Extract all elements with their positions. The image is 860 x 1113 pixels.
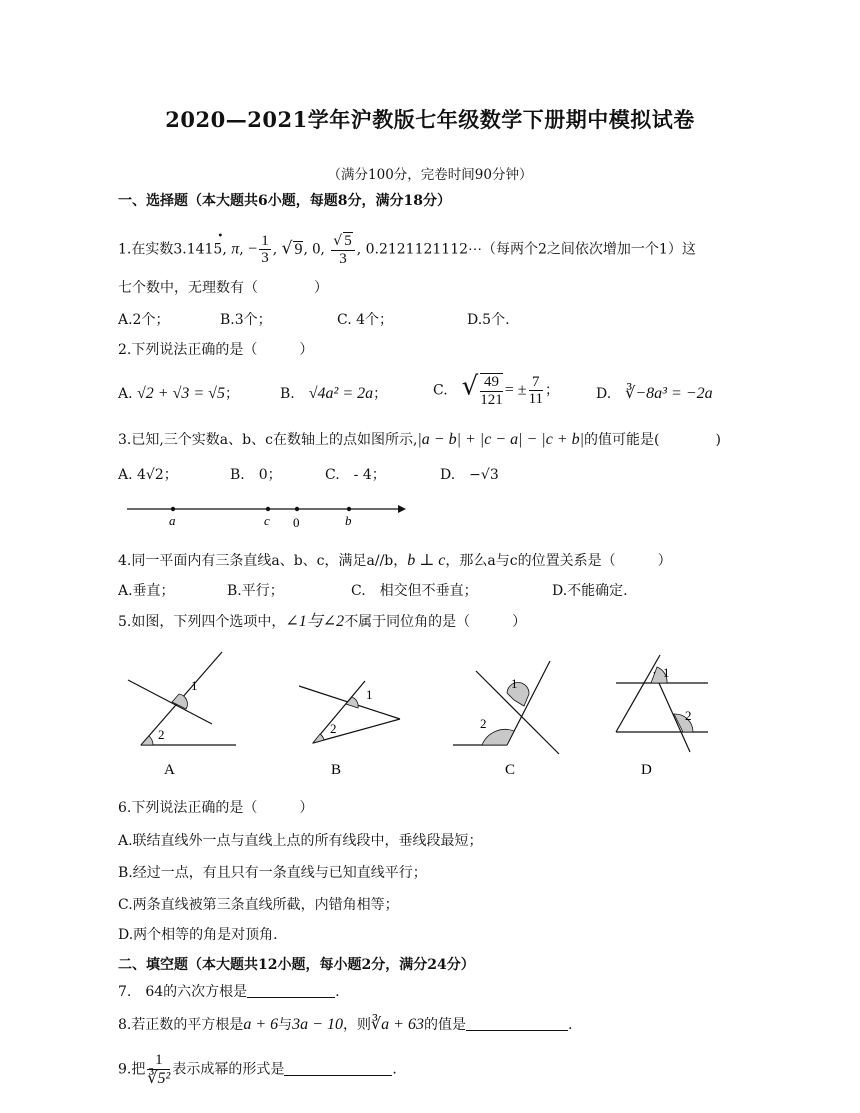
- label-a: a: [169, 513, 176, 528]
- question-9: 9.把 $\frac{1}{\text{∛5²}}$ 表示成幂的形式是 .: [118, 1052, 397, 1087]
- figure-d: [616, 655, 708, 752]
- q1-option-a: A.2个；: [118, 312, 170, 328]
- q9-answer-blank: [284, 1075, 392, 1076]
- q1-fraction-sqrt5-3: $\frac{√ 5}{3}$: [331, 232, 354, 267]
- figure-c-label: C: [505, 762, 516, 778]
- q3-option-c: C. - 4；: [325, 467, 386, 483]
- label-c: c: [264, 513, 270, 528]
- svg-text:1: 1: [366, 687, 373, 702]
- exam-subtitle: （满分100分，完卷时间90分钟）: [327, 167, 533, 183]
- svg-text:2: 2: [685, 708, 692, 723]
- q3-option-b: B. 0；: [230, 467, 282, 483]
- label-b: b: [345, 513, 352, 528]
- question-1-line-2: 七个数中，无理数有（ ）: [118, 280, 328, 296]
- q9-denominator: ∛5²: [147, 1069, 171, 1087]
- svg-text:2: 2: [480, 716, 487, 731]
- q3-option-a: A. 4√2；: [118, 467, 178, 483]
- q3-option-d: D. −√3: [440, 467, 499, 483]
- q8-answer-blank: [466, 1030, 568, 1031]
- figure-d-label: D: [641, 762, 652, 778]
- q1-tail: 0.2121121112⋯（每两个2之间依次增加一个1）这: [365, 241, 696, 258]
- q1-pi: π: [231, 240, 240, 258]
- svg-text:2: 2: [158, 727, 165, 742]
- question-5-stem: 5.如图，下列四个选项中，∠1与∠2不属于同位角的是（ ）: [118, 613, 527, 630]
- section-heading-fill: 二、填空题（本大题共12小题，每小题2分，满分24分）: [118, 957, 475, 973]
- svg-text:2: 2: [330, 721, 337, 736]
- q4-option-b: B.平行；: [227, 583, 284, 599]
- figure-a-label: A: [164, 762, 175, 778]
- question-4-stem: 4.同一平面内有三条直线a、b、c，满足a//b，b ⊥ c，那么a与c的位置关系是（ ）: [118, 552, 672, 569]
- question-7: 7. 64的六次方根是 .: [118, 984, 340, 1000]
- question-6-stem: 6.下列说法正确的是（ ）: [118, 800, 314, 816]
- exam-title: 2020—2021学年沪教版七年级数学下册期中模拟试卷: [165, 107, 695, 132]
- q1-sqrt9: 9: [294, 240, 303, 258]
- question-3-stem: 3.已知,三个实数a、b、c在数轴上的点如图所示,|a − b| + |c − a| − |c + b|的值可能是( ): [118, 431, 721, 448]
- q6-option-c: C.两条直线被第三条直线所截，内错角相等；: [118, 897, 399, 913]
- q1-zero: 0: [312, 240, 321, 258]
- label-zero: 0: [293, 515, 300, 530]
- q6-option-a: A.联结直线外一点与直线上点的所有线段中，垂线段最短；: [118, 833, 483, 849]
- q4-option-c: C. 相交但不垂直；: [351, 583, 478, 599]
- svg-text:1: 1: [663, 665, 670, 680]
- figure-b: [299, 681, 400, 743]
- q2-option-d: D. ∛−8a³ = −2a: [596, 385, 713, 402]
- q4-math: b ⊥ c: [407, 552, 446, 569]
- q2-option-a: A. √2 + √3 = √5；: [118, 385, 239, 402]
- q7-answer-blank: [247, 997, 335, 998]
- figure-b-label: B: [331, 762, 342, 778]
- q4-option-a: A.垂直；: [118, 583, 175, 599]
- q1-option-b: B.3个；: [220, 312, 272, 328]
- question-1-line-1: 1.在实数3.1415 • , π, − $\frac{1}{3}$ , √ 9, 0, $\frac{√ 5}{3}$ , 0.2121121112⋯（每两个2之间依次增加一个1）这: [118, 230, 696, 267]
- svg-text:1: 1: [191, 678, 198, 693]
- question-8: 8.若正数的平方根是a + 6与3a − 10，则∛a + 63的值是 .: [118, 1016, 573, 1033]
- q2-b-expr: √4a² = 2a: [308, 385, 374, 402]
- question-2-stem: 2.下列说法正确的是（ ）: [118, 342, 314, 358]
- q1-neg: −: [248, 240, 258, 258]
- q2-option-c: C. √ $\frac{49}{121}$ = ± $\frac{7}{11}$ ；: [433, 371, 560, 408]
- q6-option-d: D.两个相等的角是对顶角.: [118, 927, 278, 943]
- q8-cube-root: ∛a + 63: [370, 1016, 424, 1033]
- q6-option-b: B.经过一点，有且只有一条直线与已知直线平行；: [118, 865, 427, 881]
- q5-math: ∠1与∠2: [285, 613, 345, 630]
- q1-option-c: C. 4个；: [337, 312, 394, 328]
- svg-text:1: 1: [511, 676, 518, 691]
- q1-option-d: D.5个.: [467, 312, 510, 328]
- q1-fraction-1-3: $\frac{1}{3}$: [261, 232, 269, 266]
- q2-d-expr: ∛−8a³ = −2a: [625, 385, 713, 402]
- q3-expr: |a − b| + |c − a| − |c + b|: [417, 431, 584, 448]
- q2-a-expr: √2 + √3 = √5: [137, 385, 225, 402]
- q1-prefix: 1.在实数3.1415: [118, 241, 223, 258]
- section-heading-choice: 一、选择题（本大题共6小题，每题8分，满分18分）: [118, 193, 451, 209]
- q2-option-b: B. √4a² = 2a；: [280, 385, 388, 402]
- q4-option-d: D.不能确定.: [552, 583, 628, 599]
